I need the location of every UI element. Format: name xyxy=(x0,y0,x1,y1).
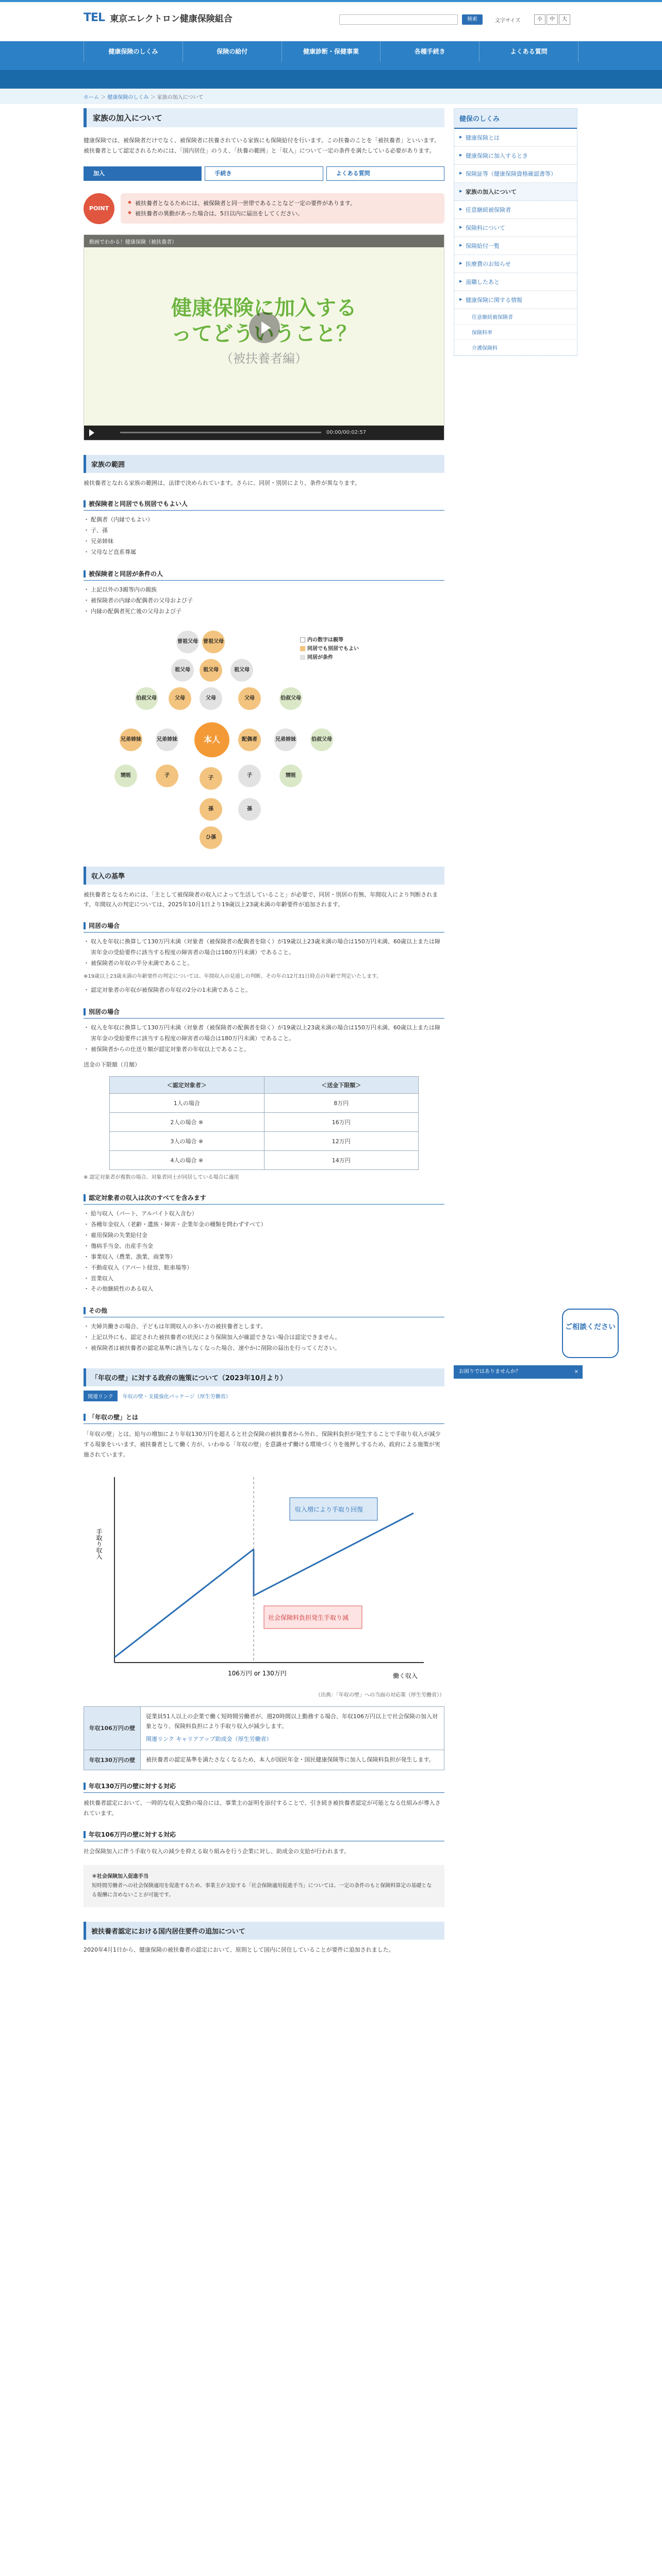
section-heading-range: 家族の範囲 xyxy=(84,455,444,473)
diagram-node: 孫 xyxy=(238,798,261,821)
table-header: 年収106万円の壁 xyxy=(84,1707,141,1750)
table-cell: 被扶養者の認定基準を満たさなくなるため、本人が国民年金・国民健康保険等に加入し保険料負担が発生します。 xyxy=(141,1750,444,1770)
list-cohabit-income-2 xyxy=(84,985,444,996)
consult-widget-button[interactable]: ご相談ください xyxy=(562,1309,619,1358)
table-note: ※ 認定対象者が複数の場合、対象者同士が同居している場合に適用 xyxy=(84,1175,239,1181)
threshold-label: 106万円 or 130万円 xyxy=(228,1670,287,1677)
list-item: ・ 被保険者からの仕送り額が認定対象者の年収以上であること。 xyxy=(84,1044,444,1055)
list-separate-income xyxy=(84,1023,444,1055)
income-text: 被扶養者となるためには、「主として被保険者の収入によって生活していること」が必要で、同居・別居の有無、年間収入により判断されます。年間収入の判定については、2025年10月1日より19歳以上23歳未満の年齢要件が追加されます。 xyxy=(84,891,438,908)
main-content xyxy=(84,108,444,1955)
diagram-node: 孫 xyxy=(200,798,222,821)
table-row xyxy=(110,1094,419,1113)
breadcrumb-sep: ＞ xyxy=(150,95,156,100)
subheading-other: その他 xyxy=(84,1304,444,1317)
section-heading-income: 収入の基準 xyxy=(84,867,444,885)
remit-note: 送金の下限額（月額） xyxy=(84,1061,140,1069)
text-size-small-button[interactable]: 小 xyxy=(534,14,545,25)
remittance-table xyxy=(109,1076,419,1170)
table-row xyxy=(110,1132,419,1151)
subheading-wall-definition: 「年収の壁」とは xyxy=(84,1411,444,1424)
sidebar-heading: 健保のしくみ xyxy=(454,109,577,129)
table-cell: 14万円 xyxy=(264,1151,419,1170)
list-item: ・ 内縁の配偶者死亡後の父母および子 xyxy=(84,606,444,617)
sidebar-item[interactable]: ▸ 健康保険とは xyxy=(454,129,577,147)
consult-bar[interactable] xyxy=(454,1365,583,1379)
family-diagram xyxy=(84,625,444,852)
search-input[interactable] xyxy=(339,14,458,25)
table-header: ＜認定対象者＞ xyxy=(110,1077,264,1094)
subheading-cohabit: 被保険者と同居が条件の人 xyxy=(84,567,444,581)
list-cohabit-income xyxy=(84,937,444,969)
logo-mark: TEL xyxy=(84,11,105,24)
subheading-income-items: 認定対象者の収入は次のすべてを含みます xyxy=(84,1191,444,1205)
site-logo[interactable] xyxy=(84,11,233,24)
list-item: ・ 給与収入（パート、アルバイト収入含む） xyxy=(84,1209,444,1219)
table-row xyxy=(110,1113,419,1132)
diagram-node: 伯叔父母 xyxy=(279,687,302,710)
list-income-items xyxy=(84,1209,444,1295)
list-item: ・ 営業収入 xyxy=(84,1274,444,1284)
diagram-node-self: 本人 xyxy=(194,722,229,757)
table-cell: 従業員51人以上の企業で働く短時間労働者が、週20時間以上勤務する場合、年収106万円以上で社会保険の加入対象となり、保険料負担により手取り収入が減少します。 関連リンク キャリアアップ助成金（厚生労働省） xyxy=(141,1707,444,1750)
nav-item-faq[interactable]: よくある質問 xyxy=(479,41,578,62)
sidebar-item[interactable]: ▸ 保険証等（健康保険資格確認書等） xyxy=(454,165,577,183)
tab-procedures[interactable]: 手続き xyxy=(205,166,323,181)
diagram-node: 甥姪 xyxy=(114,765,137,787)
sidebar-item[interactable]: ▸ 医療費のお知らせ xyxy=(454,255,577,273)
point-box xyxy=(121,193,444,224)
diagram-legend xyxy=(300,636,359,662)
chart-caption: （出典：「年収の壁」への当面の対応策（厚生労働省）） xyxy=(316,1692,444,1699)
breadcrumb-parent[interactable]: 健康保険のしくみ xyxy=(107,95,149,100)
list-item: ・ 兄弟姉妹 xyxy=(84,536,444,547)
video-title-line1: 健康保険に加入する xyxy=(171,296,357,320)
list-item: ・ 各種年金収入（老齢・遺族・障害・企業年金の種類を問わずすべて） xyxy=(84,1219,444,1230)
diagram-node: 曽祖父母 xyxy=(202,631,225,653)
list-item: ・ 配偶者（内縁でもよい） xyxy=(84,515,444,526)
nav-item-benefits[interactable]: 保険の給付 xyxy=(183,41,282,62)
diagram-node: 子 xyxy=(156,765,178,787)
table-header: ＜送金下限額＞ xyxy=(264,1077,419,1094)
sidebar-item-current[interactable]: ▸ 家族の加入について xyxy=(454,183,577,201)
diagram-node: 子 xyxy=(200,767,222,790)
diagram-node: 父母 xyxy=(200,687,222,710)
close-icon[interactable]: × xyxy=(574,1369,578,1375)
lead-text: 健康保険では、被保険者だけでなく、被保険者に扶養されている家族にも保険給付を行います。この扶養のことを「被扶養者」といいます。被扶養者として認定されるためには、「国内居住」のうえ、「扶養の範囲」と「収入」について一定の条件を満たしている必要があります。 xyxy=(84,137,440,154)
sidebar-item[interactable]: ▸ 健康保険に関する情報 xyxy=(454,291,577,309)
related-link-row xyxy=(84,1391,444,1401)
wall-130-text: 被扶養者認定において、一時的な収入変動の場合には、事業主の証明を添付することで、引き続き被扶養者認定が可能となる仕組みが導入されています。 xyxy=(84,1800,441,1817)
sidebar-subitem[interactable]: 介護保険料 xyxy=(454,340,577,355)
diagram-node-spouse: 配偶者 xyxy=(238,728,261,751)
income-line-before xyxy=(114,1549,254,1657)
diagram-node: 子 xyxy=(238,765,261,787)
subheading-cohabit-income: 同居の場合 xyxy=(84,919,444,933)
note-title: ＊社会保険加入促進手当 xyxy=(92,1873,148,1879)
table-row xyxy=(110,1151,419,1170)
related-link[interactable]: 年収の壁・支援強化パッケージ（厚生労働省） xyxy=(122,1394,231,1400)
table-cell: 2人の場合 ※ xyxy=(110,1113,264,1132)
allowance-note-box xyxy=(84,1865,444,1907)
table-cell: 16万円 xyxy=(264,1113,419,1132)
list-item: ・ 収入を年収に換算して130万円未満（対象者（被保険者の配偶者を除く）が19歳以上23歳未満の場合は150万円未満、60歳以上または障害年金の受給要件に該当する程度の障害者の場合は180万円未満）であること。 xyxy=(84,1023,444,1044)
breadcrumb xyxy=(84,93,204,100)
subheading-106-wall: 年収106万円の壁に対する対応 xyxy=(84,1828,444,1841)
nav-item-checkups[interactable]: 健康診断・保健事業 xyxy=(282,41,381,62)
list-item: ・ 雇用保険の失業給付金 xyxy=(84,1230,444,1241)
list-other xyxy=(84,1321,444,1354)
video-time: 00:00/00:02:57 xyxy=(326,429,367,435)
video-title-bar: 動画でわかる！健康保険（被扶養者） xyxy=(84,235,444,247)
section-heading-wall: 「年収の壁」に対する政府の施策について（2023年10月より） xyxy=(84,1368,444,1386)
section-heading-domestic: 被扶養者認定における国内居住要件の追加について xyxy=(84,1922,444,1940)
diagram-node: 兄弟姉妹 xyxy=(156,728,178,751)
tab-bar xyxy=(84,166,444,181)
range-text: 被扶養者となれる家族の範囲は、法律で決められています。さらに、同居・別居により、条件が異なります。 xyxy=(84,479,361,486)
table-row xyxy=(84,1750,444,1770)
annotation-increase: 収入増により手取り回復 xyxy=(295,1506,363,1514)
text-size-large-button[interactable]: 大 xyxy=(559,14,570,25)
table-row xyxy=(84,1707,444,1750)
diagram-node: 甥姪 xyxy=(279,765,302,787)
list-item: ・ 父母など直系尊属 xyxy=(84,547,444,558)
wall-chart xyxy=(84,1467,444,1688)
legend-item: 同居が条件 xyxy=(300,653,359,662)
list-item: ・ 被保険者の年収の半分未満であること。 xyxy=(84,958,444,969)
list-item: ・ 被保険者は被扶養者の認定基準に該当しなくなった場合、速やかに削除の届出を行ってください。 xyxy=(84,1343,444,1354)
video-subtitle: （被扶養者編） xyxy=(221,351,307,366)
video-player[interactable] xyxy=(84,234,444,440)
list-item: ・ 不動産収入（アパート経営、駐車場等） xyxy=(84,1263,444,1274)
sidebar-subitem[interactable]: 任意継続被保険者 xyxy=(454,309,577,325)
note-text: 短時間労働者への社会保険適用を促進するため、事業主が支給する「社会保険適用促進手当」については、一定の条件のもと保険料算定の基礎となる報酬に含めないことが可能です。 xyxy=(92,1883,432,1898)
org-name: 東京エレクトロン健康保険組合 xyxy=(110,14,233,24)
table-cell: 8万円 xyxy=(264,1094,419,1113)
wall-text: 「年収の壁」とは、給与の増加により年収130万円を超えると社会保険の被扶養者から外れ、保険料負担が発生することで手取り収入が減少する現象をいいます。被扶養者として働く方が、いわゆる「年収の壁」を意識せず働ける環境づくりを後押しするため、政府による施策が実施されています。 xyxy=(84,1431,441,1458)
video-progress-bar[interactable] xyxy=(120,432,321,433)
legend-item: 同居でも別居でもよい xyxy=(300,645,359,653)
nav-item-structure[interactable]: 健康保険のしくみ xyxy=(84,41,183,62)
hero-band xyxy=(0,70,662,89)
list-item: ・ 上記以外にも、認定された被扶養者の状況により保険加入が確認できない場合は認定できません。 xyxy=(84,1332,444,1343)
nav-item-procedures[interactable]: 各種手続き xyxy=(380,41,479,62)
list-item: ・ 上記以外の3親等内の親族 xyxy=(84,585,444,596)
annotation-decrease: 社会保険料負担発生手取り減 xyxy=(268,1614,349,1622)
list-any-residence xyxy=(84,515,444,558)
diagram-node: 曽祖父母 xyxy=(176,631,199,653)
site-header xyxy=(0,0,662,41)
breadcrumb-current: 家族の加入について xyxy=(157,95,204,100)
sidebar-item[interactable]: ▸ 保険料について xyxy=(454,219,577,237)
diagram-node: 父母 xyxy=(238,687,261,710)
diagram-node: 祖父母 xyxy=(230,659,253,682)
sidebar-item[interactable]: ▸ 退職したあと xyxy=(454,273,577,291)
related-link[interactable]: 関連リンク キャリアアップ助成金（厚生労働省） xyxy=(146,1735,272,1742)
tab-faq[interactable]: よくある質問 xyxy=(326,166,444,181)
table-cell: 4人の場合 ※ xyxy=(110,1151,264,1170)
income-note: ※19歳以上23歳未満の年齢要件の判定については、年間収入の見通しの判断、その年の12月31日時点の年齢で判定いたします。 xyxy=(84,973,382,979)
sidebar-item[interactable]: ▸ 健康保険に加入するとき xyxy=(454,147,577,165)
diagram-node: 伯叔父母 xyxy=(135,687,158,710)
x-axis-label: 働く収入 xyxy=(393,1672,418,1680)
point-item: ◆ 被扶養者となるためには、被保険者と同一世帯であることなど一定の要件があります。 xyxy=(128,198,437,209)
list-item: ・ 収入を年収に換算して130万円未満（対象者（被保険者の配偶者を除く）が19歳以上23歳未満の場合は150万円未満、60歳以上または障害年金の受給要件に該当する程度の障害者の場合は180万円未満）であること。 xyxy=(84,937,444,958)
wall-chart-svg xyxy=(84,1467,444,1688)
tab-enroll[interactable]: 加入 xyxy=(84,166,202,181)
list-item: ・ 被保険者の内縁の配偶者の父母および子 xyxy=(84,596,444,606)
sidebar-subitem[interactable]: 保険料率 xyxy=(454,325,577,340)
table-cell: 1人の場合 xyxy=(110,1094,264,1113)
list-item: ・ 子、孫 xyxy=(84,526,444,536)
diagram-node: 兄弟姉妹 xyxy=(274,728,297,751)
list-cohabit xyxy=(84,585,444,617)
wall-106-text: 社会保険加入に伴う手取り収入の減少を抑える取り組みを行う企業に対し、助成金の支給が行われます。 xyxy=(84,1848,350,1855)
diagram-node: 祖父母 xyxy=(200,659,222,682)
related-link-tag: 関連リンク xyxy=(84,1391,118,1401)
table-header-row xyxy=(110,1077,419,1094)
list-item: ・ その他継続性のある収入 xyxy=(84,1284,444,1295)
subheading-130-wall: 年収130万円の壁に対する対応 xyxy=(84,1780,444,1793)
play-button-icon[interactable] xyxy=(89,429,94,436)
diagram-node: ひ孫 xyxy=(200,826,222,849)
subheading-separate-income: 別居の場合 xyxy=(84,1005,444,1019)
text-size-medium-button[interactable]: 中 xyxy=(547,14,558,25)
y-axis-label: 手取り収入 xyxy=(95,1529,103,1560)
point-block xyxy=(84,193,444,224)
diagram-node: 伯叔父母 xyxy=(310,728,333,751)
point-item: ◆ 被扶養者の異動があった場合は、5日以内に届出をしてください。 xyxy=(128,209,437,219)
sidebar-item[interactable]: ▸ 保険給付一覧 xyxy=(454,237,577,255)
subheading-any-residence: 被保険者と同居でも別居でもよい人 xyxy=(84,497,444,511)
list-item: ・ 夫婦共働きの場合、子どもは年間収入の多い方の被扶養者とします。 xyxy=(84,1321,444,1332)
text-size-label: 文字サイズ xyxy=(495,18,521,24)
domestic-text: 2020年4月1日から、健康保険の被扶養者の認定において、原則として国内に居住していることが要件に追加されました。 xyxy=(84,1946,394,1953)
video-controls xyxy=(84,426,444,440)
list-item: ・ 認定対象者の年収が被保険者の年収の2分の1未満であること。 xyxy=(84,985,444,996)
table-cell: 12万円 xyxy=(264,1132,419,1151)
income-line-after xyxy=(254,1513,413,1596)
search-button[interactable]: 検索 xyxy=(462,14,483,25)
video-title-line2: ってどういうこと？ xyxy=(171,321,357,346)
breadcrumb-sep: ＞ xyxy=(101,95,106,100)
page-title: 家族の加入について xyxy=(84,108,444,127)
global-nav xyxy=(0,41,662,70)
legend-item: 内の数字は親等 xyxy=(300,636,359,645)
diagram-node: 兄弟姉妹 xyxy=(120,728,142,751)
breadcrumb-home[interactable]: ホーム xyxy=(84,95,99,100)
list-item: ・ 事業収入（農業、漁業、商業等） xyxy=(84,1252,444,1263)
point-badge: POINT xyxy=(84,193,114,224)
table-cell: 3人の場合 ※ xyxy=(110,1132,264,1151)
play-icon[interactable] xyxy=(249,312,280,343)
sidebar xyxy=(454,108,577,356)
diagram-node: 祖父母 xyxy=(171,659,194,682)
consult-bar-text: お困りではありませんか？ xyxy=(459,1369,521,1375)
wall-info-table xyxy=(84,1706,444,1770)
diagram-node: 父母 xyxy=(169,687,191,710)
sidebar-item[interactable]: ▸ 任意継続被保険者 xyxy=(454,201,577,219)
table-header: 年収130万円の壁 xyxy=(84,1750,141,1770)
list-item: ・ 傷病手当金、出産手当金 xyxy=(84,1241,444,1252)
